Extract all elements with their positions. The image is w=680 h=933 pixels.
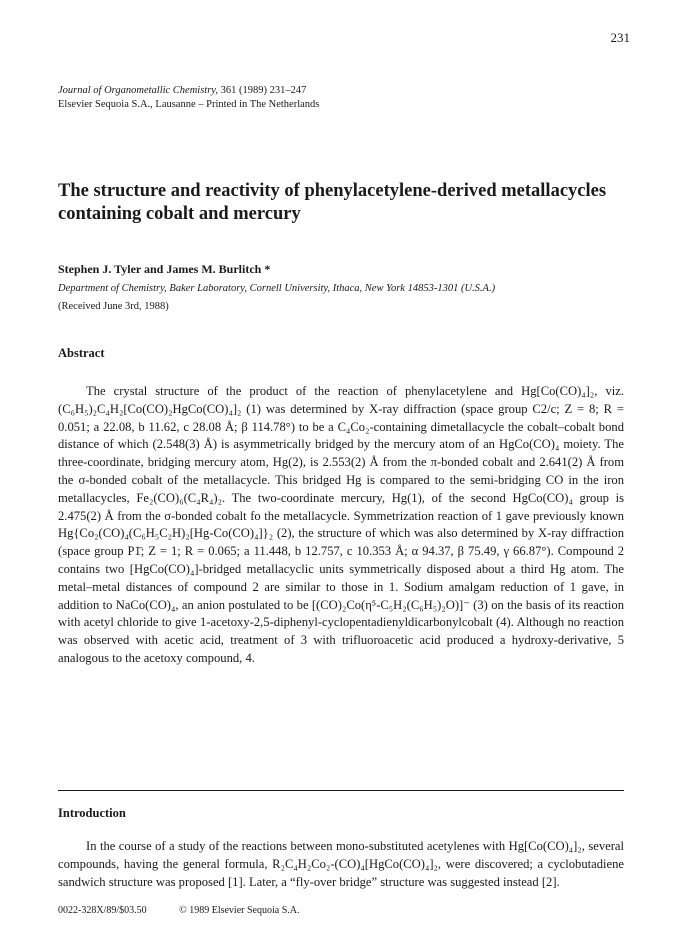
journal-info — [58, 84, 618, 112]
journal-name: Journal of Organometallic Chemistry, — [58, 85, 219, 96]
journal-publisher: Elsevier Sequoia S.A., Lausanne – Printed in The Netherlands — [58, 99, 320, 110]
abstract-heading: Abstract — [58, 346, 105, 360]
page-number: 231 — [610, 30, 630, 45]
introduction-text: In the course of a study of the reactions between mono-substituted acetylenes with Hg[Co(CO)₄]₂, several compounds, having the general formula, R₂C₄H₂Co₂-(CO)₄[HgCo(CO)₄]₂, were discovered; a cyclobutadiene sandwich structure was proposed [1]. Later, a “fly-over bridge” structure was suggested instead [2]. — [58, 839, 624, 889]
affiliation: Department of Chemistry, Baker Laboratory, Cornell University, Ithaca, New York 14853-1301 (U.S.A.) — [58, 283, 496, 294]
footer — [58, 905, 618, 916]
authors: Stephen J. Tyler and James M. Burlitch * — [58, 262, 271, 276]
journal-volume-pages: 361 (1989) 231–247 — [220, 85, 307, 96]
footer-code: 0022-328X/89/$03.50 — [58, 905, 147, 916]
abstract-text: The crystal structure of the product of the reaction of phenylacetylene and Hg[Co(CO)₄]₂, viz. (C₆H₅)₂C₄H₂[Co(CO)₂HgCo(CO)₄]₂ (1) was determined by X-ray diffraction (space group C2/c; Z = 8; R = 0.051; a 22.08, b 11.62, c 28.08 Å; β 114.78°) to be a C₄Co₂-containing dimetallacycle the cobalt–cobalt bond distance of which (2.548(3) Å) is asymmetrically bridged by the mercury atom of an HgCo(CO)₄ moiety. The three-coordinate, bridging mercury atom, Hg(2), is 2.553(2) Å from the π-bonded cobalt and 2.641(2) Å from the σ-bonded cobalt of the metallacycle. This bridged Hg is compared to the semi-bridging CO in the iron metallacycles, Fe₂(CO)₆(C₄R₄)₂. The two-coordinate mercury, Hg(1), of the second HgCo(CO)₄ group is 2.475(2) Å from the σ-bonded cobalt fo the metallacycle. Symmetrization reaction of 1 gave previously known Hg{Co₂(CO)₄(C₆H₅C₂H)₂[Hg-Co(CO)₄]}₂ (2), the structure of which was also determined by X-ray diffraction (space group P1̄; Z = 1; R = 0.065; a 11.448, b 12.757, c 10.353 Å; α 94.37, β 75.49, γ 66.87°). Compound 2 contains two [HgCo(CO)₄]-bridged metallacyclic units symmetrically disposed about a third Hg atom. The metal–metal distances of compound 2 are similar to those in 1. Sodium amalgam reduction of 1 gave, in addition to NaCo(CO)₄, an anion postulated to be [(CO)₂Co(η⁵-C₅H₂(C₆H₅)₂O)]⁻ (3) on the basis of its reaction with acetyl chloride to give 1-acetoxy-2,5-diphenyl-cyclopentadienyldicarbonylcobalt (4). Although no reaction was observed with acetic acid, treatment of 3 with trifluoroacetic acid produced a hydroxy-derivative, 5 analogous to the acetoxy compound, 4. — [58, 384, 624, 665]
introduction-heading: Introduction — [58, 806, 126, 820]
paper-title: The structure and reactivity of phenylacetylene-derived metallacycles containing cobalt and mercury — [58, 181, 607, 224]
received-date: (Received June 3rd, 1988) — [58, 301, 169, 312]
journal-citation — [58, 84, 618, 98]
footer-copyright: © 1989 Elsevier Sequoia S.A. — [179, 905, 300, 916]
section-divider — [58, 790, 624, 791]
